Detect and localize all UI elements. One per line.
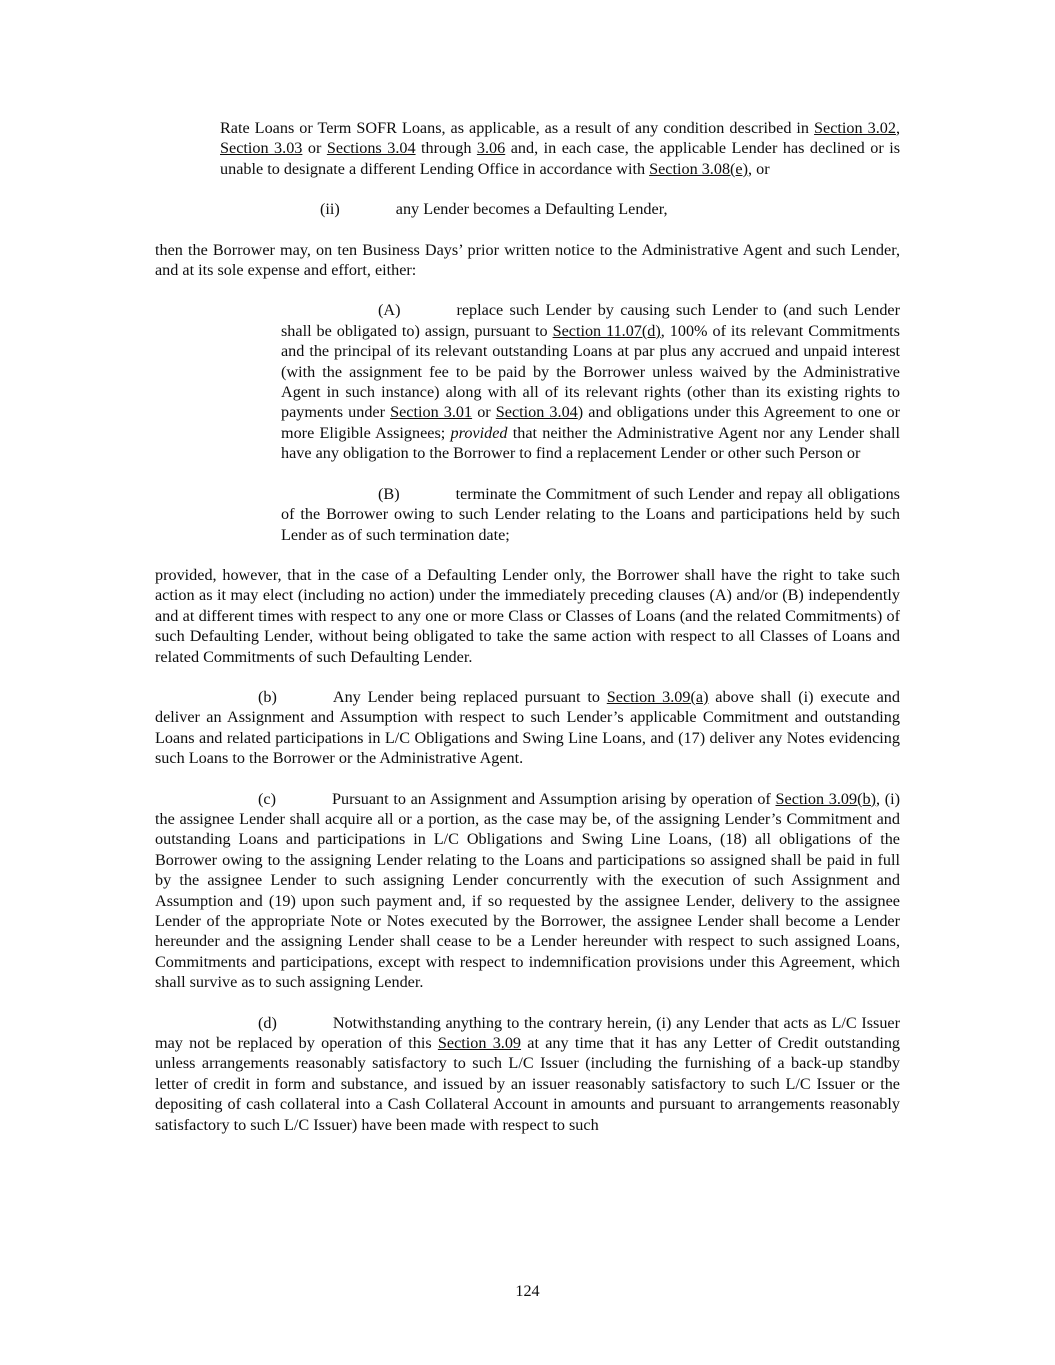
text-run: that neither the Administrative Agent nor any Lender shall have any obligation to the Borrower to find a replacement Lender or other such Person or xyxy=(281,423,901,463)
text-run: above shall (i) execute and deliver an Assignment and Assumption with respect to such Lender’s applicable Commitment and outstanding Loans and related participations in L/C Obligations and Swing Line Loans, and (17) deliver any Notes evidencing such Loans to the Borrower or the Administrative Agent. xyxy=(155,687,900,768)
text-run: Section 3.01 xyxy=(390,403,473,422)
text-run: through xyxy=(415,139,477,158)
text-run: Any Lender being replaced pursuant to xyxy=(332,687,607,706)
text-run: , 100% of its relevant Commitments and the principal of its relevant outstanding Loans at par plus any accrued and unpaid interest (with the assignment fee to be paid by the Borrower unless waived by the Administrative Agent in such instance) along with all of its relevant rights (other than its existing rights to payments under xyxy=(281,321,900,422)
page-body-text xyxy=(155,118,900,1155)
subsection-d-paragraph xyxy=(155,1013,900,1135)
clause-b-paragraph xyxy=(281,484,900,545)
text-run: Section 3.03 xyxy=(220,139,303,158)
text-run: Pursuant to an Assignment and Assumption arising by operation of xyxy=(331,789,776,808)
text-run: Rate Loans or Term SOFR Loans, as applicable, as a result of any condition described in xyxy=(220,119,815,137)
clause-continuation-paragraph xyxy=(220,118,900,179)
text-run: Section 3.09(b) xyxy=(775,789,876,808)
text-run: , or xyxy=(748,159,770,178)
text-run: , xyxy=(895,119,900,137)
text-run: provided, however, that in the case of a Defaulting Lender only, the Borrower shall have the right to take such action as it may elect (including no action) under the immediately preceding clauses (A) and/or (B) independently and at different times with respect to any one or more Class or Classes of Loans (and the related Commitments) of such Defaulting Lender, without being obligated to take the same action with respect to all Classes of Loans and related Commitments of such Defaulting Lender. xyxy=(155,565,900,666)
text-run: any Lender becomes a Defaulting Lender, xyxy=(395,200,668,219)
text-run: ) and obligations under this Agreement to one or more Eligible Assignees; xyxy=(281,403,900,442)
text-run: and, in each case, the applicable Lender has declined or is unable to designate a different Lending Office in accordance with xyxy=(220,139,901,178)
proviso-paragraph xyxy=(155,565,900,667)
text-run: , (i) the assignee Lender shall acquire all or a portion, as the case may be, of the assigning Lender’s Commitment and outstanding Loans and participations in L/C Obligations and Swing Line Loans, (18) all obligations of the Borrower owing to the assigning Lender relating to the Loans and participations so assigned shall be paid in full by the assignee Lender to such assigning Lender concurrently with the execution of such Assignment and Assumption and (19) upon such payment and, if so requested by the assignee Lender, delivery to the assignee Lender of the appropriate Note or Notes executed by the Borrower, the assignee Lender shall become a Lender hereunder and the assigning Lender shall cease to be a Lender hereunder with respect to such assigned Loans, Commitments and participations, except with respect to indemnification provisions under this Agreement, which shall survive as to such assigning Lender. xyxy=(155,789,901,992)
text-run: (B) xyxy=(378,484,400,503)
text-run: Sections 3.04 xyxy=(326,139,416,158)
text-run: or xyxy=(302,139,327,158)
text-run: (A) xyxy=(378,301,401,320)
text-run: (d) xyxy=(258,1013,277,1032)
text-run: Section 3.09(a) xyxy=(606,687,709,706)
text-run: Section 3.08(e) xyxy=(649,159,749,178)
text-run: at any time that it has any Letter of Credit outstanding unless arrangements reasonably satisfactory to such L/C Issuer (including the furnishing of a back-up standby letter of credit in form and substance, and issued by an issuer reasonably satisfactory to such L/C Issuer or the depositing of cash collateral into a Cash Collateral Account in amounts and pursuant to arrangements reasonably satisfactory to such L/C Issuer) have been made with respect to such xyxy=(155,1034,901,1134)
text-run: Notwithstanding anything to the contrary herein, (i) any Lender that acts as L/C Issuer may not be replaced by operation of this xyxy=(155,1013,900,1053)
text-run: replace such Lender by causing such Lender to (and such Lender shall be obligated to) assign, pursuant to xyxy=(281,301,900,340)
text-run: Section 3.02 xyxy=(814,119,896,137)
text-run: 3.06 xyxy=(476,139,506,158)
text-run: (b) xyxy=(258,687,277,706)
text-run: then the Borrower may, on ten Business Days’ prior written notice to the Administrative Agent and such Lender, and at its sole expense and effort, either: xyxy=(155,240,900,280)
page-number: 124 xyxy=(515,1282,540,1300)
text-run: Section 3.09 xyxy=(437,1034,522,1053)
clause-a-paragraph xyxy=(281,300,900,463)
text-run: provided xyxy=(450,423,508,442)
text-run: (ii) xyxy=(320,200,340,219)
clause-ii-line xyxy=(320,199,900,219)
text-run: terminate the Commitment of such Lender and repay all obligations of the Borrower owing to such Lender relating to the Loans and participations held by such Lender as of such termination date; xyxy=(281,484,900,544)
text-run: or xyxy=(472,403,496,422)
text-run: Section 3.04 xyxy=(495,403,578,422)
subsection-c-paragraph xyxy=(155,789,900,993)
subsection-b-paragraph xyxy=(155,687,900,769)
text-run: Section 11.07(d) xyxy=(552,321,661,340)
borrower-notice-paragraph xyxy=(155,240,900,281)
text-run: (c) xyxy=(258,789,276,808)
